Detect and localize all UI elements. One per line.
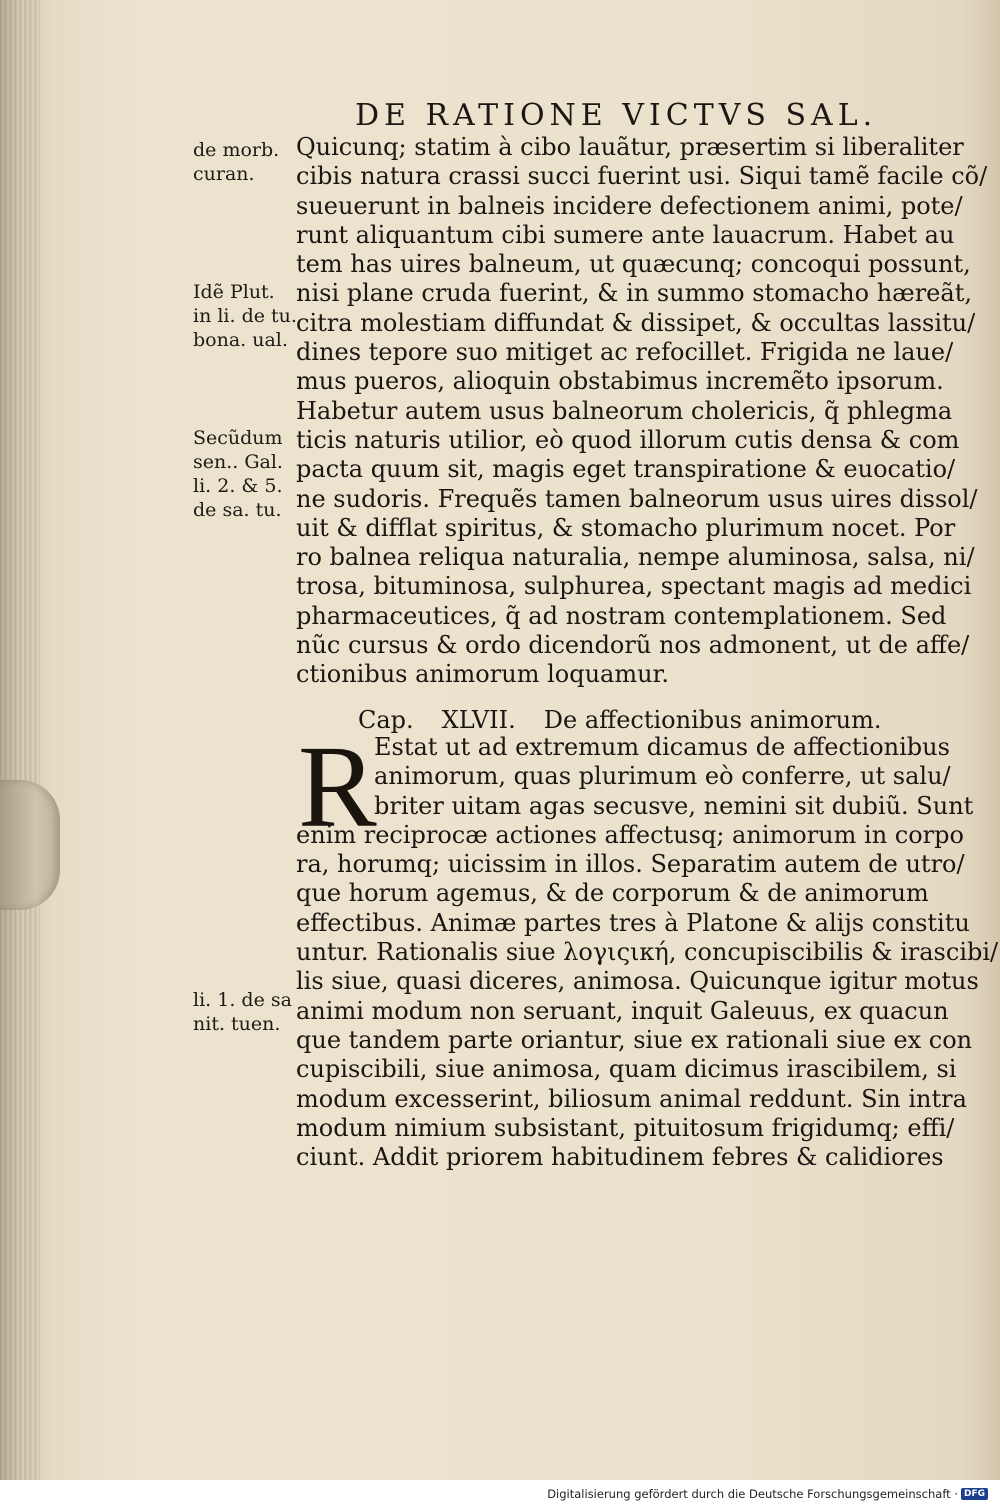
book-page-edges: [0, 0, 40, 1480]
digitization-credit: [547, 1487, 988, 1501]
text-line: mus pueros, alioquin obstabimus incremẽto ipsorum.: [296, 367, 944, 396]
text-line: ciunt. Addit priorem habitudinem febres & calidiores: [296, 1143, 944, 1172]
text-line: trosa, bituminosa, sulphurea, spectant magis ad medici: [296, 572, 972, 601]
marginal-note-line: sen.. Gal.: [193, 451, 283, 473]
running-head: DE RATIONE VICTVS SAL.: [355, 98, 878, 133]
marginal-note-line: curan.: [193, 163, 255, 185]
chapter-heading: [358, 706, 918, 734]
text-line: cibis natura crassi succi fuerint usi. Siqui tamẽ facile cõ/: [296, 162, 988, 191]
body-paragraph: [296, 133, 988, 690]
text-line: enim reciprocæ actiones affectusq; animorum in corpo: [296, 820, 964, 849]
credit-text: Digitalisierung gefördert durch die Deutsche Forschungsgemeinschaft ·: [547, 1487, 958, 1501]
marginal-note-line: Idẽ Plut.: [193, 281, 275, 303]
marginal-note-line: in li. de tu.: [193, 305, 297, 327]
marginal-note-line: bona. ual.: [193, 329, 288, 351]
text-line: untur. Rationalis siue λογιςική, concupiscibilis & irascibi/: [296, 938, 999, 967]
marginal-note-line: de morb.: [193, 139, 280, 161]
text-line: lis siue, quasi diceres, animosa. Quicunque igitur motus: [296, 967, 979, 996]
text-line: que tandem parte oriantur, siue ex rationali siue ex con: [296, 1025, 973, 1054]
drop-cap: R: [298, 721, 377, 852]
text-line: ctionibus animorum loquamur.: [296, 660, 670, 689]
text-line: ne sudoris. Frequẽs tamen balneorum usus uires dissol/: [296, 484, 978, 513]
chapter-title: De affectionibus animorum.: [543, 706, 882, 734]
chapter-label: Cap.: [358, 706, 414, 734]
text-line: animorum, quas plurimum eò conferre, ut salu/: [374, 762, 951, 791]
marginal-note-4: [193, 988, 293, 1036]
text-line: animi modum non seruant, inquit Galeuus, ex quacun: [296, 996, 949, 1025]
marginal-note-2: [193, 280, 297, 352]
text-line: effectibus. Animæ partes tres à Platone & alijs constitu: [296, 908, 970, 937]
text-line: Habetur autem usus balneorum cholericis, q̃ phlegma: [296, 396, 953, 425]
marginal-note-line: nit. tuen.: [193, 1013, 281, 1035]
text-line: nisi plane cruda fuerint, & in summo stomacho hæreãt,: [296, 279, 972, 308]
text-line: uit & difflat spiritus, & stomacho plurimum nocet. Por: [296, 513, 956, 542]
text-line: ra, horumq; uicissim in illos. Separatim autem de utro/: [296, 850, 965, 879]
text-line: dines tepore suo mitiget ac refocillet. Frigida ne laue/: [296, 338, 954, 367]
chapter-paragraph: [296, 733, 999, 1172]
text-line: Estat ut ad extremum dicamus de affectionibus: [374, 733, 950, 761]
marginal-note-line: li. 2. & 5.: [193, 475, 283, 497]
text-line: ro balnea reliqua naturalia, nempe aluminosa, salsa, ni/: [296, 543, 975, 572]
book-clasp: [0, 780, 60, 910]
text-line: modum nimium subsistant, pituitosum frigidumq; effi/: [296, 1113, 955, 1142]
marginal-note-3: [193, 426, 293, 522]
text-line: Quicunq; statim à cibo lauãtur, præsertim si liberaliter: [296, 133, 964, 161]
text-line: nũc cursus & ordo dicendorũ nos admonent, ut de affe/: [296, 631, 970, 660]
text-line: briter uitam agas secusve, nemini sit dubiũ. Sunt: [374, 791, 974, 820]
text-line: runt aliquantum cibi sumere ante lauacrum. Habet au: [296, 220, 955, 249]
text-line: ticis naturis utilior, eò quod illorum cutis densa & com: [296, 425, 960, 454]
text-line: pharmaceutices, q̃ ad nostram contemplationem. Sed: [296, 601, 947, 630]
text-line: que horum agemus, & de corporum & de animorum: [296, 879, 929, 908]
marginal-note-line: de sa. tu.: [193, 499, 282, 521]
marginal-note-1: [193, 138, 293, 186]
marginal-note-line: li. 1. de sa: [193, 989, 292, 1011]
text-line: cupiscibili, siue animosa, quam dicimus irascibilem, si: [296, 1055, 957, 1084]
text-line: citra molestiam diffundat & dissipet, & occultas lassitu/: [296, 308, 976, 337]
marginal-note-line: Secũdum: [193, 427, 283, 449]
text-line: tem has uires balneum, ut quæcunq; concoqui possunt,: [296, 250, 971, 279]
dfg-logo-icon: DFG: [961, 1488, 988, 1500]
text-line: pacta quum sit, magis eget transpiratione & euocatio/: [296, 455, 956, 484]
chapter-number: XLVII.: [441, 706, 516, 734]
text-line: sueuerunt in balneis incidere defectionem animi, pote/: [296, 191, 963, 220]
text-line: modum excesserint, biliosum animal reddunt. Sin intra: [296, 1084, 967, 1113]
